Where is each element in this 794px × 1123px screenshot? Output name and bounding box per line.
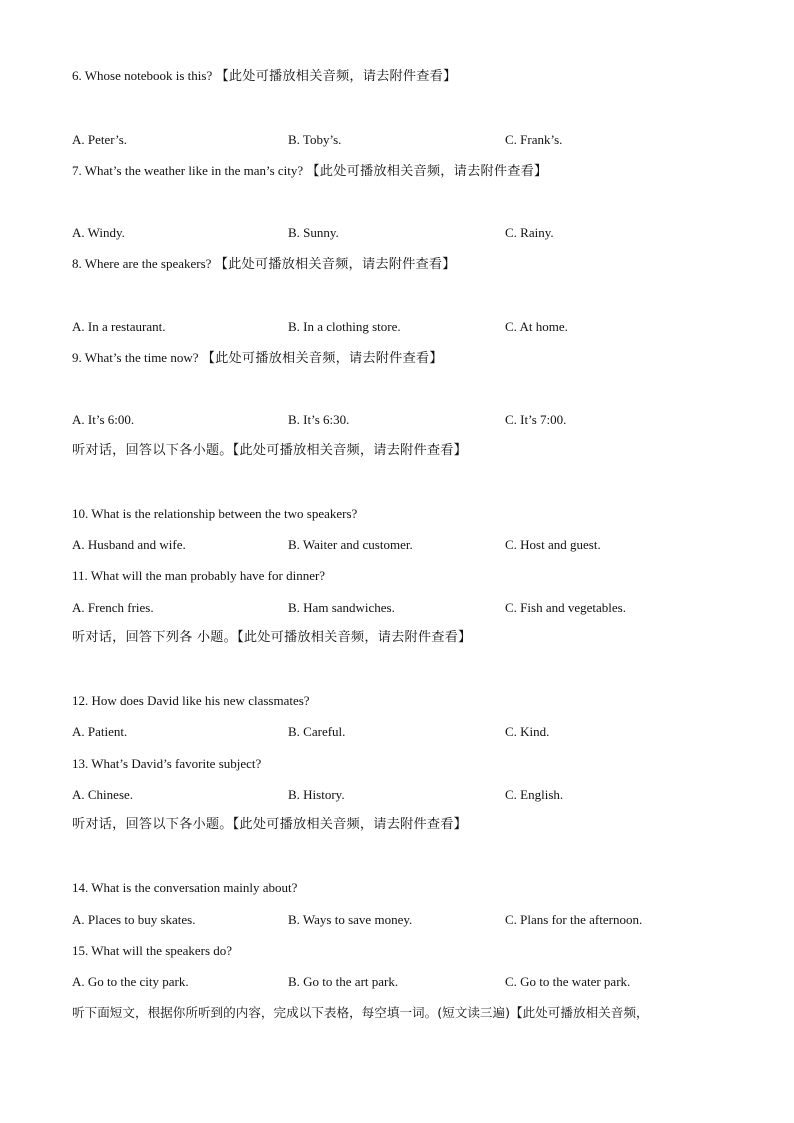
audio-link-q9[interactable]: 【此处可播放相关音频，请去附件查看】 <box>201 351 443 366</box>
section-instruction-1[interactable]: 听对话，回答以下各小题。【此处可播放相关音频，请去附件查看】 <box>72 443 468 458</box>
question-9-stem <box>72 350 443 367</box>
section-instruction-3[interactable]: 听对话，回答以下各小题。【此处可播放相关音频，请去附件查看】 <box>72 817 468 832</box>
q11-option-b[interactable]: B. Ham sandwiches. <box>288 600 395 615</box>
question-14-stem: 14. What is the conversation mainly about? <box>72 880 298 895</box>
question-9-text: 9. What’s the time now? <box>72 350 202 365</box>
q10-option-c[interactable]: C. Host and guest. <box>505 537 601 552</box>
question-15-stem: 15. What will the speakers do? <box>72 943 233 958</box>
question-7-stem <box>72 163 547 180</box>
q7-option-c[interactable]: C. Rainy. <box>505 225 554 240</box>
question-11-stem: 11. What will the man probably have for dinner? <box>72 568 326 583</box>
question-8-stem <box>72 256 456 273</box>
q8-option-c[interactable]: C. At home. <box>505 319 568 334</box>
q12-option-b[interactable]: B. Careful. <box>288 724 346 739</box>
q10-option-a[interactable]: A. Husband and wife. <box>72 537 186 552</box>
q13-option-b[interactable]: B. History. <box>288 787 345 802</box>
q6-option-b[interactable]: B. Toby’s. <box>288 132 342 147</box>
q14-option-b[interactable]: B. Ways to save money. <box>288 912 413 927</box>
section-instruction-2[interactable]: 听对话，回答下列各 小题。【此处可播放相关音频，请去附件查看】 <box>72 630 472 645</box>
q12-option-a[interactable]: A. Patient. <box>72 724 128 739</box>
q14-option-a[interactable]: A. Places to buy skates. <box>72 912 196 927</box>
q13-option-c[interactable]: C. English. <box>505 787 564 802</box>
q15-option-c[interactable]: C. Go to the water park. <box>505 974 631 989</box>
q15-option-a[interactable]: A. Go to the city park. <box>72 974 189 989</box>
question-6-stem <box>72 68 456 85</box>
q11-option-c[interactable]: C. Fish and vegetables. <box>505 600 626 615</box>
question-7-text: 7. What’s the weather like in the man’s city? <box>72 163 307 178</box>
q6-option-c[interactable]: C. Frank’s. <box>505 132 563 147</box>
q7-option-a[interactable]: A. Windy. <box>72 225 125 240</box>
question-10-stem: 10. What is the relationship between the two speakers? <box>72 506 358 521</box>
q9-option-c[interactable]: C. It’s 7:00. <box>505 412 567 427</box>
section-instruction-4[interactable]: 听下面短文，根据你所听到的内容，完成以下表格，每空填一词。(短文读三遍)【此处可播放相关音频， <box>72 1005 649 1020</box>
q6-option-a[interactable]: A. Peter’s. <box>72 132 128 147</box>
q10-option-b[interactable]: B. Waiter and customer. <box>288 537 413 552</box>
audio-link-q8[interactable]: 【此处可播放相关音频，请去附件查看】 <box>214 257 456 272</box>
q14-option-c[interactable]: C. Plans for the afternoon. <box>505 912 643 927</box>
q13-option-a[interactable]: A. Chinese. <box>72 787 134 802</box>
question-6-text: 6. Whose notebook is this? <box>72 68 216 83</box>
question-13-stem: 13. What’s David’s favorite subject? <box>72 756 262 771</box>
audio-link-q6[interactable]: 【此处可播放相关音频，请去附件查看】 <box>215 69 457 84</box>
q11-option-a[interactable]: A. French fries. <box>72 600 154 615</box>
q8-option-a[interactable]: A. In a restaurant. <box>72 319 166 334</box>
q12-option-c[interactable]: C. Kind. <box>505 724 550 739</box>
q7-option-b[interactable]: B. Sunny. <box>288 225 339 240</box>
q15-option-b[interactable]: B. Go to the art park. <box>288 974 399 989</box>
audio-link-q7[interactable]: 【此处可播放相关音频，请去附件查看】 <box>306 164 548 179</box>
q8-option-b[interactable]: B. In a clothing store. <box>288 319 401 334</box>
question-8-text: 8. Where are the speakers? <box>72 256 215 271</box>
q9-option-a[interactable]: A. It’s 6:00. <box>72 412 135 427</box>
question-12-stem: 12. How does David like his new classmates? <box>72 693 310 708</box>
q9-option-b[interactable]: B. It’s 6:30. <box>288 412 350 427</box>
